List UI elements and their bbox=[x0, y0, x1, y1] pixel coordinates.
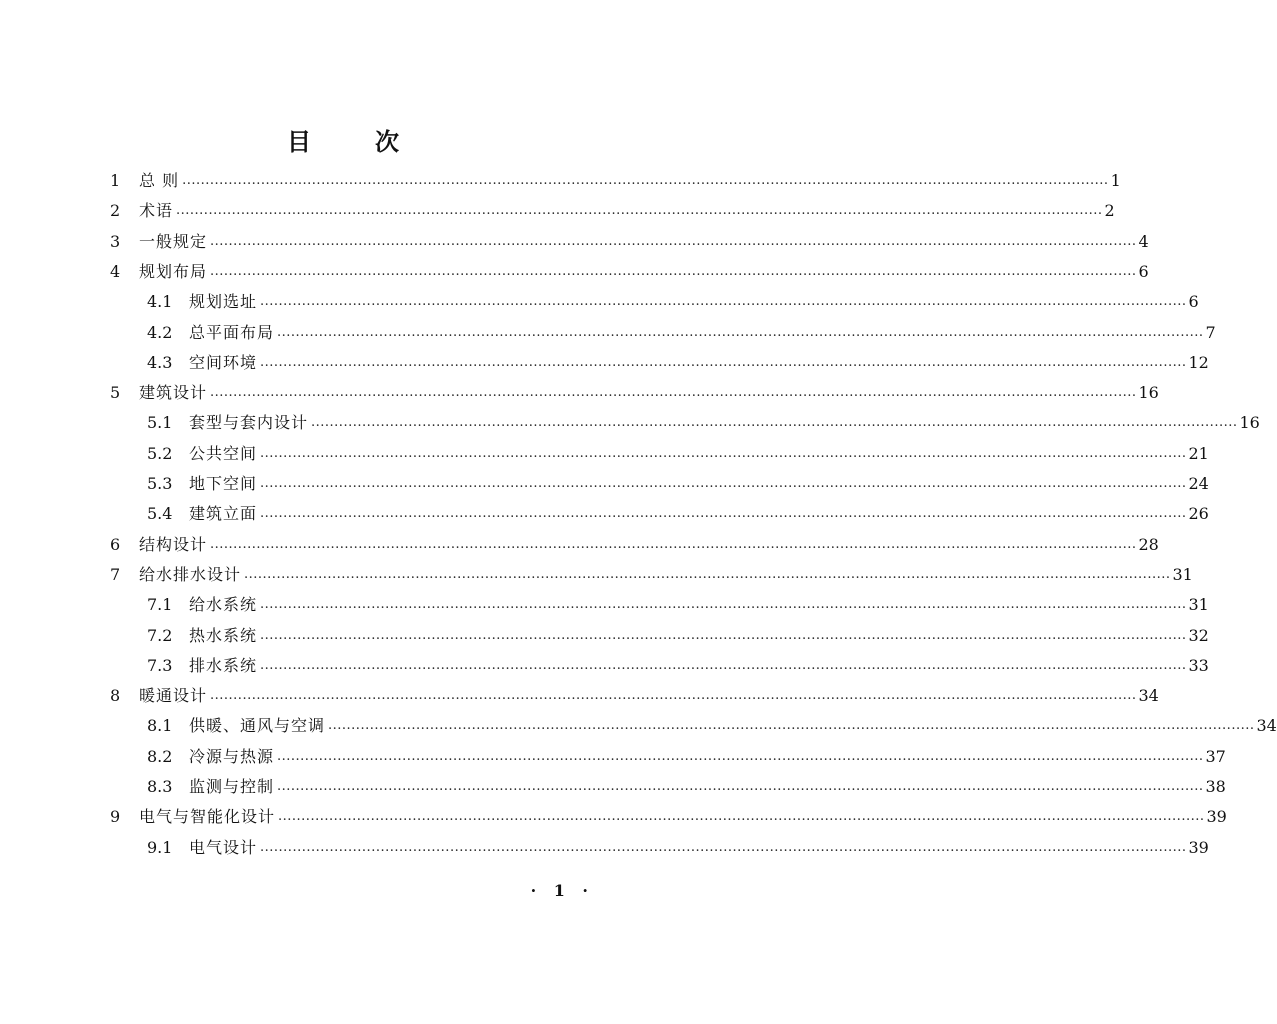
dot-leader: ........................................................................................................................................................................................................ bbox=[311, 415, 1238, 431]
toc-entry[interactable] bbox=[147, 590, 1209, 620]
entry-title: 套型与套内设计 bbox=[189, 413, 309, 433]
dot-leader: ........................................................................................................................................................................................................ bbox=[210, 536, 1137, 552]
entry-title: 给水系统 bbox=[189, 595, 258, 615]
toc-entry[interactable] bbox=[147, 742, 1226, 772]
entry-page-number: 16 bbox=[1138, 383, 1159, 403]
entry-page-number: 31 bbox=[1172, 564, 1193, 584]
toc-entry[interactable] bbox=[147, 287, 1199, 317]
entry-number: 4.2 bbox=[147, 322, 173, 342]
entry-page-number: 6 bbox=[1188, 292, 1199, 312]
dot-leader: ........................................................................................................................................................................................................ bbox=[182, 173, 1109, 188]
entry-page-number: 1 bbox=[1110, 171, 1121, 190]
dot-leader: ........................................................................................................................................................................................................ bbox=[328, 718, 1255, 734]
entry-number: 4 bbox=[110, 261, 121, 281]
toc-entry[interactable] bbox=[147, 439, 1209, 469]
entry-page-number: 31 bbox=[1188, 595, 1209, 615]
dot-leader: ........................................................................................................................................................................................................ bbox=[260, 354, 1187, 370]
entry-page-number: 21 bbox=[1188, 443, 1209, 463]
toc-entry[interactable] bbox=[147, 651, 1209, 681]
toc-entry[interactable] bbox=[110, 530, 1159, 560]
entry-number: 8.1 bbox=[147, 716, 173, 736]
entry-number: 7.1 bbox=[147, 595, 173, 615]
entry-page-number: 32 bbox=[1188, 625, 1209, 645]
entry-number: 8 bbox=[110, 686, 121, 706]
entry-title: 一般规定 bbox=[139, 231, 208, 251]
entry-title: 电气设计 bbox=[189, 837, 258, 857]
dot-leader: ........................................................................................................................................................................................................ bbox=[260, 476, 1187, 491]
dot-leader: ........................................................................................................................................................................................................ bbox=[210, 263, 1137, 279]
entry-page-number: 16 bbox=[1239, 413, 1260, 433]
toc-title: 目 次 bbox=[287, 127, 419, 156]
entry-number: 4.1 bbox=[147, 292, 173, 312]
toc-entry[interactable] bbox=[110, 560, 1193, 590]
entry-number: 7.3 bbox=[147, 655, 173, 675]
toc-entry[interactable] bbox=[147, 833, 1209, 863]
dot-leader: ........................................................................................................................................................................................................ bbox=[260, 294, 1187, 310]
entry-title: 给水排水设计 bbox=[139, 564, 242, 584]
entry-title: 总平面布局 bbox=[189, 322, 275, 342]
entry-number: 7.2 bbox=[147, 625, 173, 645]
entry-page-number: 26 bbox=[1188, 504, 1209, 524]
entry-number: 2 bbox=[110, 201, 121, 221]
dot-leader: ........................................................................................................................................................................................................ bbox=[277, 324, 1204, 340]
entry-page-number: 4 bbox=[1138, 231, 1149, 251]
dot-leader: ........................................................................................................................................................................................................ bbox=[260, 839, 1187, 855]
entry-number: 5.2 bbox=[147, 443, 173, 463]
entry-title: 建筑设计 bbox=[139, 383, 208, 403]
entry-page-number: 39 bbox=[1188, 837, 1209, 857]
entry-title: 术语 bbox=[139, 201, 174, 221]
entry-number: 5.3 bbox=[147, 474, 173, 493]
entry-title: 电气与智能化设计 bbox=[139, 807, 276, 827]
entry-title: 公共空间 bbox=[189, 443, 258, 463]
entry-title: 监测与控制 bbox=[189, 777, 275, 796]
entry-title: 规划选址 bbox=[189, 292, 258, 312]
entry-title: 排水系统 bbox=[189, 655, 258, 675]
toc-entry[interactable] bbox=[147, 621, 1209, 651]
entry-title: 规划布局 bbox=[139, 261, 208, 281]
entry-page-number: 6 bbox=[1138, 261, 1149, 281]
entry-title: 供暖、通风与空调 bbox=[189, 716, 326, 736]
entry-title: 暖通设计 bbox=[139, 686, 208, 706]
dot-leader: ........................................................................................................................................................................................................ bbox=[278, 809, 1205, 825]
toc-entry[interactable] bbox=[110, 681, 1159, 711]
entry-page-number: 2 bbox=[1104, 201, 1115, 221]
entry-page-number: 7 bbox=[1205, 322, 1216, 342]
toc-entry[interactable] bbox=[147, 348, 1209, 378]
entry-number: 1 bbox=[110, 171, 121, 190]
toc-entry[interactable] bbox=[147, 711, 1277, 741]
entry-number: 7 bbox=[110, 564, 121, 584]
entry-page-number: 39 bbox=[1206, 807, 1227, 827]
dot-leader: ........................................................................................................................................................................................................ bbox=[260, 445, 1187, 461]
entry-page-number: 28 bbox=[1138, 534, 1159, 554]
entry-title: 结构设计 bbox=[139, 534, 208, 554]
dot-leader: ........................................................................................................................................................................................................ bbox=[260, 627, 1187, 643]
entry-number: 8.3 bbox=[147, 777, 173, 796]
toc-entry[interactable] bbox=[110, 227, 1149, 257]
dot-leader: ........................................................................................................................................................................................................ bbox=[210, 233, 1137, 249]
entry-page-number: 24 bbox=[1188, 474, 1209, 493]
dot-leader: ........................................................................................................................................................................................................ bbox=[210, 688, 1137, 704]
entry-page-number: 34 bbox=[1138, 686, 1159, 706]
dot-leader: ........................................................................................................................................................................................................ bbox=[244, 566, 1171, 582]
entry-title: 建筑立面 bbox=[189, 504, 258, 524]
entry-number: 5.4 bbox=[147, 504, 173, 524]
entry-page-number: 33 bbox=[1188, 655, 1209, 675]
entry-number: 3 bbox=[110, 231, 121, 251]
dot-leader: ........................................................................................................................................................................................................ bbox=[277, 779, 1204, 794]
entry-page-number: 37 bbox=[1205, 746, 1226, 766]
toc-entry[interactable] bbox=[147, 772, 1226, 802]
toc-entry[interactable] bbox=[147, 499, 1209, 529]
toc-entry[interactable] bbox=[147, 408, 1260, 438]
dot-leader: ........................................................................................................................................................................................................ bbox=[260, 657, 1187, 673]
entry-number: 8.2 bbox=[147, 746, 173, 766]
entry-title: 热水系统 bbox=[189, 625, 258, 645]
entry-number: 6 bbox=[110, 534, 121, 554]
entry-page-number: 34 bbox=[1256, 716, 1277, 736]
entry-number: 9.1 bbox=[147, 837, 173, 857]
entry-number: 4.3 bbox=[147, 352, 173, 372]
toc-entry[interactable] bbox=[147, 469, 1209, 499]
entry-number: 5 bbox=[110, 383, 121, 403]
entry-number: 9 bbox=[110, 807, 121, 827]
entry-title: 空间环境 bbox=[189, 352, 258, 372]
dot-leader: ........................................................................................................................................................................................................ bbox=[277, 748, 1204, 764]
entry-page-number: 38 bbox=[1205, 777, 1226, 796]
entry-title: 地下空间 bbox=[189, 474, 258, 493]
dot-leader: ........................................................................................................................................................................................................ bbox=[176, 203, 1103, 219]
entry-title: 冷源与热源 bbox=[189, 746, 275, 766]
toc-entry[interactable] bbox=[147, 318, 1216, 348]
entry-page-number: 12 bbox=[1188, 352, 1209, 372]
dot-leader: ........................................................................................................................................................................................................ bbox=[260, 506, 1187, 522]
toc-entry[interactable] bbox=[110, 257, 1149, 287]
dot-leader: ........................................................................................................................................................................................................ bbox=[260, 597, 1187, 613]
entry-title: 总 则 bbox=[139, 171, 180, 190]
toc-entry[interactable] bbox=[110, 166, 1121, 196]
dot-leader: ........................................................................................................................................................................................................ bbox=[210, 385, 1137, 401]
page-number: · 1 · bbox=[530, 881, 594, 900]
toc-entry[interactable] bbox=[110, 378, 1159, 408]
toc-entry[interactable] bbox=[110, 802, 1227, 832]
entry-number: 5.1 bbox=[147, 413, 173, 433]
toc-entry[interactable] bbox=[110, 196, 1115, 226]
